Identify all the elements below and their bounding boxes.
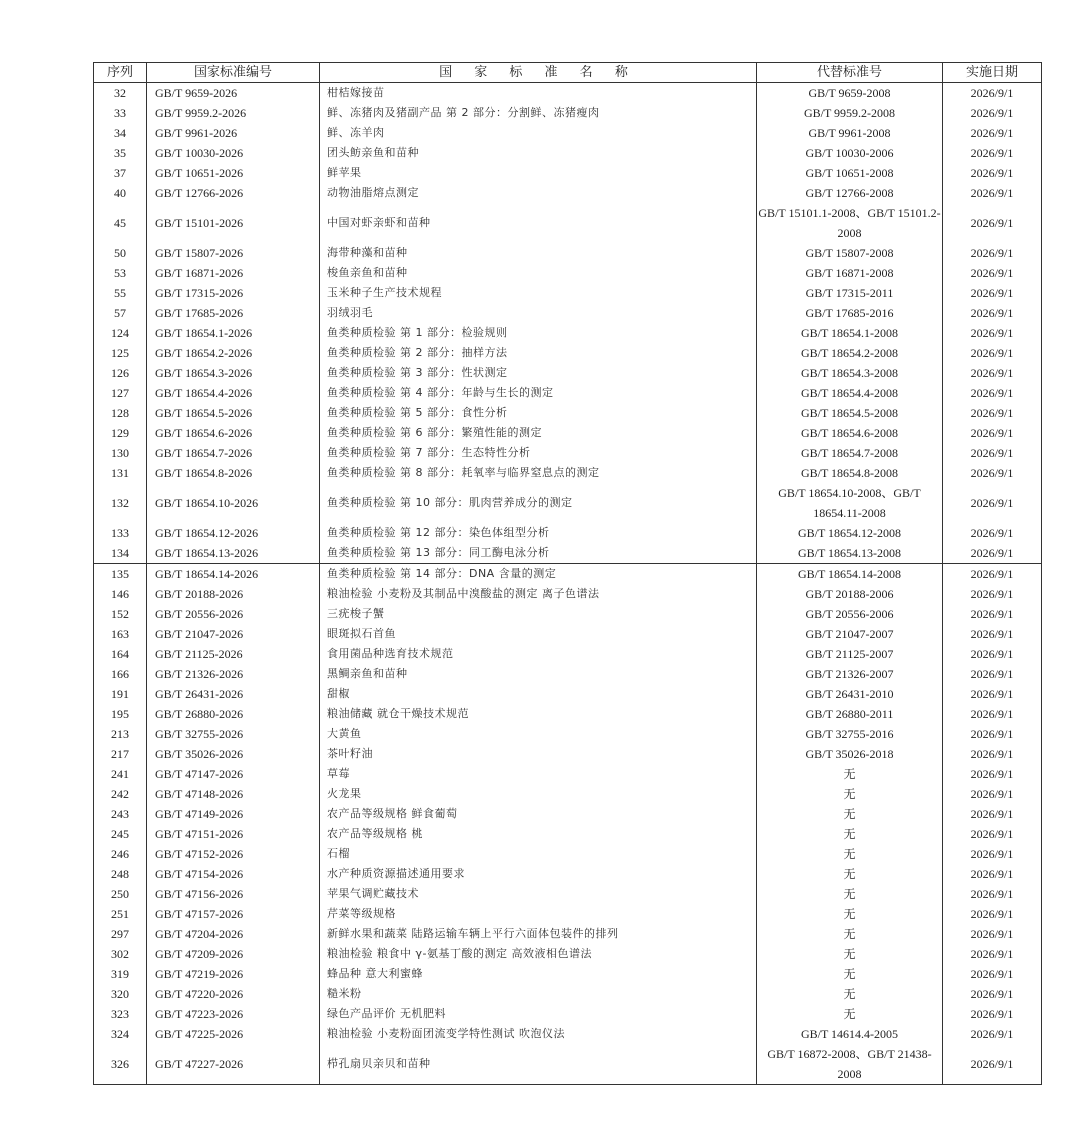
table-row (94, 163, 1042, 183)
cell-seq: 245 (94, 824, 147, 844)
cell-seq: 132 (94, 483, 147, 523)
cell-date: 2026/9/1 (943, 483, 1042, 523)
cell-seq: 37 (94, 163, 147, 183)
table-row (94, 463, 1042, 483)
cell-seq: 323 (94, 1004, 147, 1024)
cell-date: 2026/9/1 (943, 804, 1042, 824)
cell-replaced: GB/T 21326-2007 (757, 664, 943, 684)
cell-code: GB/T 10030-2026 (147, 143, 320, 163)
cell-code: GB/T 47157-2026 (147, 904, 320, 924)
cell-code: GB/T 17315-2026 (147, 283, 320, 303)
cell-date: 2026/9/1 (943, 744, 1042, 764)
cell-seq: 250 (94, 884, 147, 904)
cell-seq: 131 (94, 463, 147, 483)
cell-code: GB/T 15807-2026 (147, 243, 320, 263)
cell-code: GB/T 15101-2026 (147, 203, 320, 243)
cell-code: GB/T 18654.14-2026 (147, 564, 320, 585)
cell-code: GB/T 47154-2026 (147, 864, 320, 884)
cell-seq: 163 (94, 624, 147, 644)
cell-date: 2026/9/1 (943, 864, 1042, 884)
cell-date: 2026/9/1 (943, 403, 1042, 423)
cell-code: GB/T 21125-2026 (147, 644, 320, 664)
cell-name: 鲜、冻猪肉及猪副产品 第 2 部分：分割鲜、冻猪瘦肉 (320, 103, 757, 123)
cell-date: 2026/9/1 (943, 704, 1042, 724)
cell-date: 2026/9/1 (943, 1004, 1042, 1024)
cell-name: 动物油脂熔点测定 (320, 183, 757, 203)
cell-code: GB/T 18654.7-2026 (147, 443, 320, 463)
cell-code: GB/T 18654.2-2026 (147, 343, 320, 363)
cell-replaced: GB/T 18654.12-2008 (757, 523, 943, 543)
cell-code: GB/T 9959.2-2026 (147, 103, 320, 123)
cell-name: 粮油检验 小麦粉及其制品中溴酸盐的测定 离子色谱法 (320, 584, 757, 604)
cell-seq: 217 (94, 744, 147, 764)
cell-name: 糙米粉 (320, 984, 757, 1004)
cell-date: 2026/9/1 (943, 183, 1042, 203)
table-row (94, 744, 1042, 764)
cell-replaced: 无 (757, 784, 943, 804)
cell-code: GB/T 12766-2026 (147, 183, 320, 203)
cell-seq: 324 (94, 1024, 147, 1044)
cell-name: 柑桔嫁接苗 (320, 83, 757, 104)
cell-name: 鱼类种质检验 第 13 部分：同工酶电泳分析 (320, 543, 757, 564)
cell-code: GB/T 18654.12-2026 (147, 523, 320, 543)
cell-date: 2026/9/1 (943, 123, 1042, 143)
cell-replaced: GB/T 32755-2016 (757, 724, 943, 744)
cell-date: 2026/9/1 (943, 143, 1042, 163)
table-row (94, 864, 1042, 884)
cell-date: 2026/9/1 (943, 103, 1042, 123)
cell-seq: 213 (94, 724, 147, 744)
cell-code: GB/T 47225-2026 (147, 1024, 320, 1044)
cell-replaced: 无 (757, 924, 943, 944)
table-row (94, 984, 1042, 1004)
table-row (94, 283, 1042, 303)
cell-name: 栉孔扇贝亲贝和苗种 (320, 1044, 757, 1085)
table-row (94, 684, 1042, 704)
cell-date: 2026/9/1 (943, 443, 1042, 463)
cell-replaced: 无 (757, 844, 943, 864)
table-row (94, 844, 1042, 864)
table-row (94, 624, 1042, 644)
cell-name: 粮油检验 小麦粉面团流变学特性测试 吹泡仪法 (320, 1024, 757, 1044)
cell-code: GB/T 35026-2026 (147, 744, 320, 764)
cell-replaced: GB/T 18654.5-2008 (757, 403, 943, 423)
cell-date: 2026/9/1 (943, 343, 1042, 363)
cell-code: GB/T 47156-2026 (147, 884, 320, 904)
table-row (94, 83, 1042, 104)
cell-date: 2026/9/1 (943, 203, 1042, 243)
cell-code: GB/T 20188-2026 (147, 584, 320, 604)
cell-name: 玉米种子生产技术规程 (320, 283, 757, 303)
cell-code: GB/T 18654.4-2026 (147, 383, 320, 403)
cell-date: 2026/9/1 (943, 463, 1042, 483)
table-row (94, 1004, 1042, 1024)
table-row (94, 543, 1042, 564)
cell-replaced: 无 (757, 944, 943, 964)
cell-name: 粮油储藏 就仓干燥技术规范 (320, 704, 757, 724)
table-row (94, 824, 1042, 844)
cell-seq: 50 (94, 243, 147, 263)
table-row (94, 1024, 1042, 1044)
cell-code: GB/T 9659-2026 (147, 83, 320, 104)
cell-seq: 134 (94, 543, 147, 564)
cell-replaced: GB/T 18654.10-2008、GB/T 18654.11-2008 (757, 483, 943, 523)
cell-date: 2026/9/1 (943, 543, 1042, 564)
cell-seq: 242 (94, 784, 147, 804)
cell-seq: 243 (94, 804, 147, 824)
header-row (94, 63, 1042, 83)
cell-seq: 164 (94, 644, 147, 664)
cell-date: 2026/9/1 (943, 1024, 1042, 1044)
cell-seq: 152 (94, 604, 147, 624)
cell-name: 鱼类种质检验 第 10 部分：肌肉营养成分的测定 (320, 483, 757, 523)
table-row (94, 263, 1042, 283)
cell-seq: 129 (94, 423, 147, 443)
cell-date: 2026/9/1 (943, 163, 1042, 183)
cell-date: 2026/9/1 (943, 363, 1042, 383)
cell-code: GB/T 47227-2026 (147, 1044, 320, 1085)
cell-name: 鱼类种质检验 第 12 部分：染色体组型分析 (320, 523, 757, 543)
standards-table (93, 62, 1042, 1085)
cell-seq: 33 (94, 103, 147, 123)
cell-replaced: GB/T 26880-2011 (757, 704, 943, 724)
cell-code: GB/T 9961-2026 (147, 123, 320, 143)
cell-name: 梭鱼亲鱼和苗种 (320, 263, 757, 283)
cell-replaced: GB/T 9959.2-2008 (757, 103, 943, 123)
cell-replaced: GB/T 15807-2008 (757, 243, 943, 263)
cell-seq: 34 (94, 123, 147, 143)
cell-seq: 125 (94, 343, 147, 363)
cell-code: GB/T 47204-2026 (147, 924, 320, 944)
cell-name: 羽绒羽毛 (320, 303, 757, 323)
cell-name: 芹菜等级规格 (320, 904, 757, 924)
cell-date: 2026/9/1 (943, 263, 1042, 283)
cell-date: 2026/9/1 (943, 323, 1042, 343)
cell-date: 2026/9/1 (943, 423, 1042, 443)
cell-date: 2026/9/1 (943, 944, 1042, 964)
table-row (94, 704, 1042, 724)
cell-date: 2026/9/1 (943, 884, 1042, 904)
cell-seq: 248 (94, 864, 147, 884)
cell-seq: 55 (94, 283, 147, 303)
table-row (94, 403, 1042, 423)
table-row (94, 363, 1042, 383)
cell-name: 鱼类种质检验 第 5 部分：食性分析 (320, 403, 757, 423)
cell-seq: 135 (94, 564, 147, 585)
cell-seq: 166 (94, 664, 147, 684)
cell-replaced: GB/T 26431-2010 (757, 684, 943, 704)
cell-date: 2026/9/1 (943, 784, 1042, 804)
cell-replaced: 无 (757, 804, 943, 824)
cell-name: 鲜、冻羊肉 (320, 123, 757, 143)
table-row (94, 964, 1042, 984)
table-header (94, 63, 1042, 83)
cell-replaced: 无 (757, 864, 943, 884)
cell-replaced: GB/T 15101.1-2008、GB/T 15101.2-2008 (757, 203, 943, 243)
cell-seq: 319 (94, 964, 147, 984)
cell-name: 鱼类种质检验 第 6 部分：繁殖性能的测定 (320, 423, 757, 443)
cell-seq: 326 (94, 1044, 147, 1085)
cell-date: 2026/9/1 (943, 824, 1042, 844)
cell-replaced: GB/T 16871-2008 (757, 263, 943, 283)
cell-name: 农产品等级规格 桃 (320, 824, 757, 844)
cell-name: 中国对虾亲虾和苗种 (320, 203, 757, 243)
table-row (94, 443, 1042, 463)
cell-replaced: GB/T 10651-2008 (757, 163, 943, 183)
cell-replaced: GB/T 17315-2011 (757, 283, 943, 303)
cell-seq: 191 (94, 684, 147, 704)
cell-replaced: GB/T 18654.6-2008 (757, 423, 943, 443)
cell-date: 2026/9/1 (943, 383, 1042, 403)
cell-seq: 45 (94, 203, 147, 243)
cell-replaced: GB/T 18654.14-2008 (757, 564, 943, 585)
cell-seq: 251 (94, 904, 147, 924)
cell-replaced: GB/T 21125-2007 (757, 644, 943, 664)
cell-code: GB/T 18654.3-2026 (147, 363, 320, 383)
cell-name: 鱼类种质检验 第 2 部分：抽样方法 (320, 343, 757, 363)
header-seq: 序列 (94, 63, 147, 83)
cell-code: GB/T 20556-2026 (147, 604, 320, 624)
cell-name: 团头鲂亲鱼和苗种 (320, 143, 757, 163)
cell-code: GB/T 47148-2026 (147, 784, 320, 804)
cell-date: 2026/9/1 (943, 644, 1042, 664)
cell-replaced: GB/T 18654.4-2008 (757, 383, 943, 403)
cell-date: 2026/9/1 (943, 844, 1042, 864)
cell-code: GB/T 26880-2026 (147, 704, 320, 724)
cell-replaced: 无 (757, 824, 943, 844)
cell-replaced: 无 (757, 964, 943, 984)
table-row (94, 523, 1042, 543)
cell-name: 鱼类种质检验 第 7 部分：生态特性分析 (320, 443, 757, 463)
cell-seq: 297 (94, 924, 147, 944)
cell-seq: 246 (94, 844, 147, 864)
table-row (94, 664, 1042, 684)
cell-replaced: GB/T 21047-2007 (757, 624, 943, 644)
table-row (94, 343, 1042, 363)
table-row (94, 483, 1042, 523)
cell-code: GB/T 47220-2026 (147, 984, 320, 1004)
cell-seq: 127 (94, 383, 147, 403)
cell-replaced: GB/T 18654.13-2008 (757, 543, 943, 564)
cell-code: GB/T 16871-2026 (147, 263, 320, 283)
cell-seq: 133 (94, 523, 147, 543)
cell-date: 2026/9/1 (943, 83, 1042, 104)
cell-name: 石榴 (320, 844, 757, 864)
cell-name: 新鲜水果和蔬菜 陆路运输车辆上平行六面体包装件的排列 (320, 924, 757, 944)
cell-code: GB/T 21047-2026 (147, 624, 320, 644)
cell-date: 2026/9/1 (943, 964, 1042, 984)
cell-replaced: 无 (757, 904, 943, 924)
cell-code: GB/T 17685-2026 (147, 303, 320, 323)
cell-replaced: GB/T 16872-2008、GB/T 21438-2008 (757, 1044, 943, 1085)
cell-date: 2026/9/1 (943, 724, 1042, 744)
cell-name: 火龙果 (320, 784, 757, 804)
cell-replaced: 无 (757, 884, 943, 904)
cell-name: 粮油检验 粮食中 γ-氨基丁酸的测定 高效液相色谱法 (320, 944, 757, 964)
cell-date: 2026/9/1 (943, 243, 1042, 263)
cell-code: GB/T 47147-2026 (147, 764, 320, 784)
cell-name: 黑鲷亲鱼和苗种 (320, 664, 757, 684)
table-row (94, 1044, 1042, 1085)
cell-code: GB/T 18654.13-2026 (147, 543, 320, 564)
cell-seq: 40 (94, 183, 147, 203)
cell-name: 鱼类种质检验 第 4 部分：年龄与生长的测定 (320, 383, 757, 403)
table-row (94, 143, 1042, 163)
cell-replaced: GB/T 18654.2-2008 (757, 343, 943, 363)
table-row (94, 604, 1042, 624)
cell-name: 眼斑拟石首鱼 (320, 624, 757, 644)
cell-seq: 302 (94, 944, 147, 964)
cell-replaced: GB/T 18654.3-2008 (757, 363, 943, 383)
cell-replaced: GB/T 20188-2006 (757, 584, 943, 604)
cell-code: GB/T 47152-2026 (147, 844, 320, 864)
table-row (94, 303, 1042, 323)
cell-seq: 124 (94, 323, 147, 343)
table-row (94, 323, 1042, 343)
cell-name: 鱼类种质检验 第 3 部分：性状测定 (320, 363, 757, 383)
cell-replaced: 无 (757, 984, 943, 1004)
cell-seq: 130 (94, 443, 147, 463)
cell-code: GB/T 18654.8-2026 (147, 463, 320, 483)
cell-replaced: GB/T 14614.4-2005 (757, 1024, 943, 1044)
cell-replaced: GB/T 9659-2008 (757, 83, 943, 104)
cell-name: 水产种质资源描述通用要求 (320, 864, 757, 884)
cell-date: 2026/9/1 (943, 604, 1042, 624)
cell-replaced: GB/T 35026-2018 (757, 744, 943, 764)
cell-date: 2026/9/1 (943, 1044, 1042, 1085)
cell-name: 食用菌品种选育技术规范 (320, 644, 757, 664)
cell-replaced: GB/T 18654.1-2008 (757, 323, 943, 343)
cell-name: 甜椒 (320, 684, 757, 704)
table-row (94, 423, 1042, 443)
cell-name: 农产品等级规格 鲜食葡萄 (320, 804, 757, 824)
cell-replaced: GB/T 20556-2006 (757, 604, 943, 624)
cell-seq: 128 (94, 403, 147, 423)
cell-date: 2026/9/1 (943, 303, 1042, 323)
cell-replaced: GB/T 10030-2006 (757, 143, 943, 163)
cell-code: GB/T 18654.1-2026 (147, 323, 320, 343)
cell-code: GB/T 18654.5-2026 (147, 403, 320, 423)
cell-code: GB/T 47151-2026 (147, 824, 320, 844)
cell-date: 2026/9/1 (943, 904, 1042, 924)
table-row (94, 784, 1042, 804)
cell-name: 蜂品种 意大利蜜蜂 (320, 964, 757, 984)
cell-replaced: GB/T 12766-2008 (757, 183, 943, 203)
table-row (94, 383, 1042, 403)
cell-code: GB/T 10651-2026 (147, 163, 320, 183)
cell-name: 草莓 (320, 764, 757, 784)
cell-name: 大黄鱼 (320, 724, 757, 744)
cell-replaced: GB/T 9961-2008 (757, 123, 943, 143)
table-row (94, 804, 1042, 824)
cell-date: 2026/9/1 (943, 283, 1042, 303)
cell-code: GB/T 18654.10-2026 (147, 483, 320, 523)
cell-code: GB/T 21326-2026 (147, 664, 320, 684)
cell-replaced: 无 (757, 764, 943, 784)
table-row (94, 764, 1042, 784)
header-replaced: 代替标准号 (757, 63, 943, 83)
table-row (94, 564, 1042, 585)
cell-code: GB/T 47219-2026 (147, 964, 320, 984)
cell-name: 海带种藻和苗种 (320, 243, 757, 263)
table-row (94, 884, 1042, 904)
cell-date: 2026/9/1 (943, 764, 1042, 784)
table-row (94, 123, 1042, 143)
cell-seq: 57 (94, 303, 147, 323)
cell-name: 鱼类种质检验 第 8 部分：耗氧率与临界窒息点的测定 (320, 463, 757, 483)
table-row (94, 183, 1042, 203)
cell-code: GB/T 47149-2026 (147, 804, 320, 824)
table-row (94, 724, 1042, 744)
cell-seq: 146 (94, 584, 147, 604)
cell-code: GB/T 32755-2026 (147, 724, 320, 744)
header-code: 国家标准编号 (147, 63, 320, 83)
table-row (94, 644, 1042, 664)
table-row (94, 584, 1042, 604)
table-row (94, 924, 1042, 944)
table-row (94, 944, 1042, 964)
cell-date: 2026/9/1 (943, 924, 1042, 944)
table-row (94, 203, 1042, 243)
cell-name: 茶叶籽油 (320, 744, 757, 764)
cell-seq: 241 (94, 764, 147, 784)
table-row (94, 243, 1042, 263)
cell-seq: 35 (94, 143, 147, 163)
cell-code: GB/T 47209-2026 (147, 944, 320, 964)
cell-name: 鱼类种质检验 第 1 部分：检验规则 (320, 323, 757, 343)
cell-code: GB/T 26431-2026 (147, 684, 320, 704)
table-row (94, 103, 1042, 123)
cell-date: 2026/9/1 (943, 624, 1042, 644)
cell-replaced: GB/T 17685-2016 (757, 303, 943, 323)
cell-name: 绿色产品评价 无机肥料 (320, 1004, 757, 1024)
cell-replaced: GB/T 18654.7-2008 (757, 443, 943, 463)
cell-name: 三疣梭子蟹 (320, 604, 757, 624)
cell-name: 苹果气调贮藏技术 (320, 884, 757, 904)
cell-date: 2026/9/1 (943, 664, 1042, 684)
cell-seq: 53 (94, 263, 147, 283)
cell-replaced: GB/T 18654.8-2008 (757, 463, 943, 483)
cell-seq: 32 (94, 83, 147, 104)
cell-replaced: 无 (757, 1004, 943, 1024)
cell-date: 2026/9/1 (943, 584, 1042, 604)
cell-name: 鱼类种质检验 第 14 部分：DNA 含量的测定 (320, 564, 757, 585)
header-date: 实施日期 (943, 63, 1042, 83)
cell-date: 2026/9/1 (943, 523, 1042, 543)
header-name: 国 家 标 准 名 称 (320, 63, 757, 83)
table-body (94, 83, 1042, 1085)
cell-seq: 320 (94, 984, 147, 1004)
cell-name: 鲜苹果 (320, 163, 757, 183)
cell-seq: 126 (94, 363, 147, 383)
cell-date: 2026/9/1 (943, 564, 1042, 585)
cell-seq: 195 (94, 704, 147, 724)
cell-date: 2026/9/1 (943, 684, 1042, 704)
table-row (94, 904, 1042, 924)
cell-code: GB/T 18654.6-2026 (147, 423, 320, 443)
cell-date: 2026/9/1 (943, 984, 1042, 1004)
cell-code: GB/T 47223-2026 (147, 1004, 320, 1024)
